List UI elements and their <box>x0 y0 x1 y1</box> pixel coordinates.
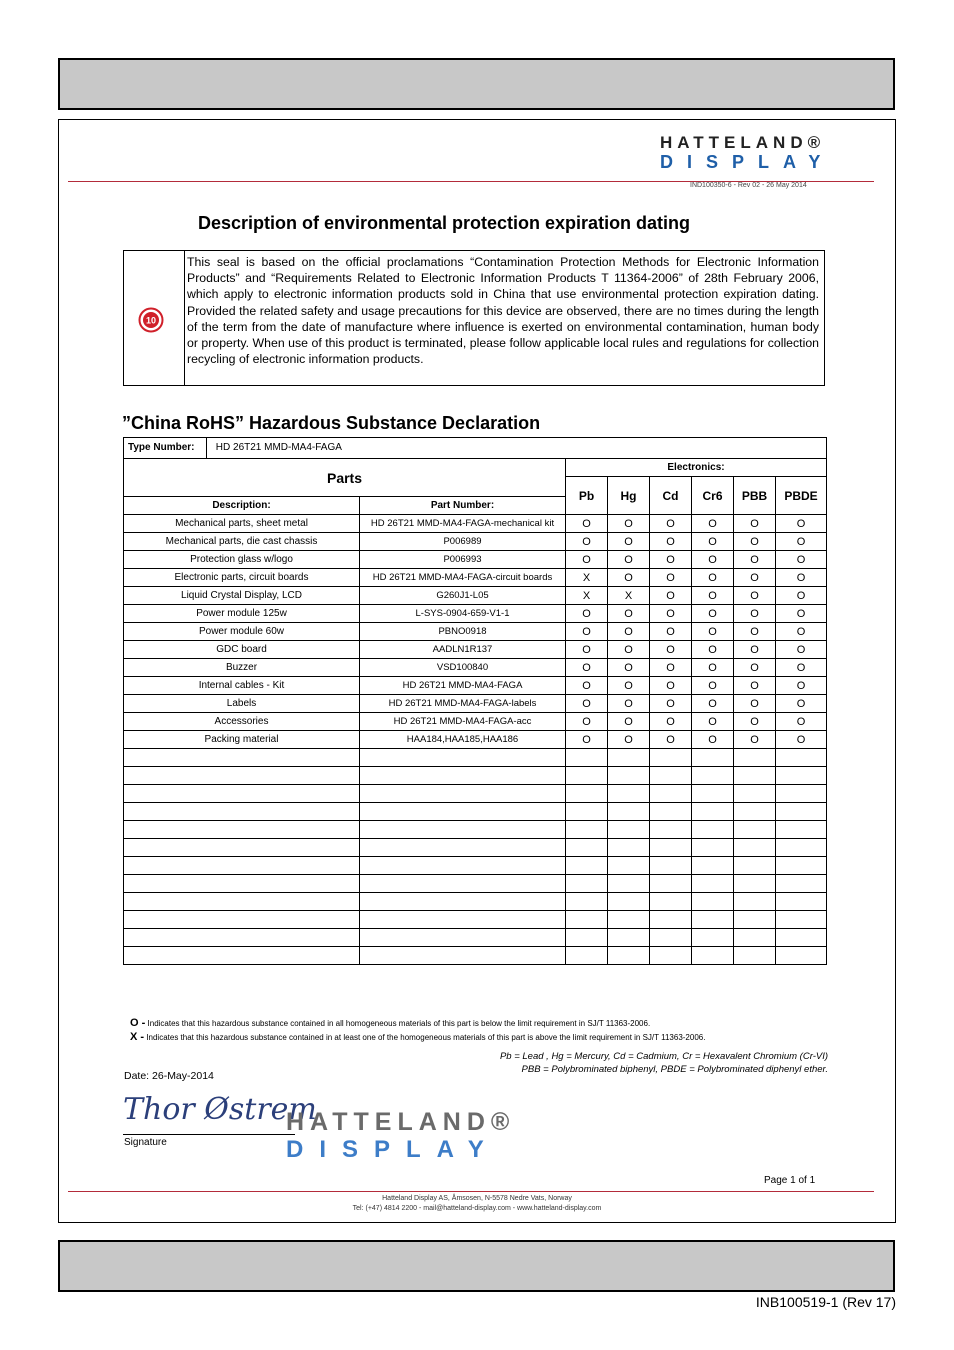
empty-cell <box>566 857 608 875</box>
empty-cell <box>734 821 776 839</box>
part-description: Mechanical parts, die cast chassis <box>124 533 360 551</box>
substance-mark: O <box>566 515 608 533</box>
empty-cell <box>360 929 566 947</box>
substance-mark: O <box>608 695 650 713</box>
part-number: G260J1-L05 <box>360 587 566 605</box>
empty-cell <box>692 947 734 965</box>
empty-cell <box>124 785 360 803</box>
empty-cell <box>360 767 566 785</box>
empty-cell <box>734 893 776 911</box>
part-description: Power module 60w <box>124 623 360 641</box>
empty-cell <box>734 767 776 785</box>
part-description: Mechanical parts, sheet metal <box>124 515 360 533</box>
substance-mark: O <box>650 713 692 731</box>
empty-cell <box>650 803 692 821</box>
part-number: HAA184,HAA185,HAA186 <box>360 731 566 749</box>
empty-table-row <box>124 857 827 875</box>
empty-cell <box>124 749 360 767</box>
empty-table-row <box>124 929 827 947</box>
electronics-header: Electronics: <box>566 459 827 477</box>
substance-mark: O <box>692 659 734 677</box>
hatteland-stamp-top: HATTELAND® <box>286 1108 516 1136</box>
substance-mark: O <box>566 605 608 623</box>
empty-table-row <box>124 893 827 911</box>
substance-mark: O <box>692 641 734 659</box>
empty-cell <box>650 785 692 803</box>
empty-cell <box>608 803 650 821</box>
table-row <box>124 515 827 533</box>
page-number: Page 1 of 1 <box>764 1175 816 1186</box>
substance-mark: O <box>692 605 734 623</box>
table-row <box>124 713 827 731</box>
empty-cell <box>566 803 608 821</box>
part-description: Labels <box>124 695 360 713</box>
substance-mark: O <box>608 551 650 569</box>
substance-mark: O <box>608 623 650 641</box>
part-number: HD 26T21 MMD-MA4-FAGA-circuit boards <box>360 569 566 587</box>
substance-mark: O <box>734 713 776 731</box>
type-number-row <box>124 438 827 459</box>
type-number-label: Type Number: <box>124 438 207 458</box>
part-description: Internal cables - Kit <box>124 677 360 695</box>
empty-cell <box>566 893 608 911</box>
empty-cell <box>734 911 776 929</box>
empty-cell <box>692 857 734 875</box>
substance-mark: O <box>692 533 734 551</box>
legend-o <box>130 1017 650 1029</box>
empty-cell <box>734 929 776 947</box>
table-row <box>124 533 827 551</box>
substance-mark: O <box>776 515 827 533</box>
substance-mark: O <box>734 587 776 605</box>
substance-mark: O <box>776 641 827 659</box>
substance-mark: X <box>566 569 608 587</box>
empty-cell <box>608 839 650 857</box>
empty-cell <box>776 821 827 839</box>
substance-mark: O <box>650 533 692 551</box>
seal-cell <box>124 251 185 385</box>
empty-cell <box>124 839 360 857</box>
empty-cell <box>124 893 360 911</box>
substance-mark: O <box>776 569 827 587</box>
empty-cell <box>692 821 734 839</box>
substance-mark: O <box>692 515 734 533</box>
legend-x-symbol: X - <box>130 1031 145 1043</box>
substance-mark: O <box>776 623 827 641</box>
substance-mark: O <box>734 641 776 659</box>
empty-cell <box>692 785 734 803</box>
substance-mark: X <box>608 587 650 605</box>
empty-cell <box>608 947 650 965</box>
substance-mark: O <box>566 659 608 677</box>
substance-mark: O <box>608 713 650 731</box>
substance-mark: O <box>650 569 692 587</box>
substance-mark: O <box>608 515 650 533</box>
empty-cell <box>360 749 566 767</box>
section-title-rohs: ”China RoHS” Hazardous Substance Declaration <box>122 413 541 433</box>
rohs-10-seal-icon <box>138 307 164 333</box>
empty-table-row <box>124 911 827 929</box>
substance-mark: O <box>692 623 734 641</box>
empty-cell <box>124 947 360 965</box>
substance-mark: O <box>566 623 608 641</box>
empty-cell <box>650 767 692 785</box>
empty-cell <box>650 893 692 911</box>
empty-cell <box>608 893 650 911</box>
empty-cell <box>776 785 827 803</box>
part-number: HD 26T21 MMD-MA4-FAGA <box>360 677 566 695</box>
rohs-declaration-table <box>123 437 827 965</box>
seal-description-text: This seal is based on the official proclamations “Contamination Protection Methods for Electronic Information Products” and “Requirements Related to Electronic Information Products T 11364-2006” of 28th February 2006, which apply to electronic information products sold in China that use environmental protection expiration dating. Provided the related safety and usage precautions for this device are observed, there are no times during the length of the term from the date of manufacture where influence is exerted on environmental contamination, human body or property. When use of this product is terminated, please follow applicable local rules and regulations for collection recycling of electronic information products. <box>187 255 819 367</box>
legend-o-symbol: O - <box>130 1017 146 1029</box>
substance-mark: O <box>608 569 650 587</box>
substance-mark: O <box>692 587 734 605</box>
empty-cell <box>776 929 827 947</box>
empty-cell <box>360 893 566 911</box>
part-description: Liquid Crystal Display, LCD <box>124 587 360 605</box>
empty-cell <box>608 857 650 875</box>
empty-cell <box>608 749 650 767</box>
empty-cell <box>566 839 608 857</box>
part-number: HD 26T21 MMD-MA4-FAGA-mechanical kit <box>360 515 566 533</box>
empty-cell <box>734 803 776 821</box>
empty-cell <box>566 875 608 893</box>
hatteland-logo-bottom: DISPLAY <box>660 152 835 172</box>
substance-mark: O <box>650 641 692 659</box>
abbreviation-line-2: PBB = Polybrominated biphenyl, PBDE = Polybrominated diphenyl ether. <box>521 1064 828 1075</box>
substance-header-cr6: Cr6 <box>692 477 734 515</box>
description-column-header: Description: <box>124 497 360 515</box>
empty-cell <box>776 857 827 875</box>
empty-cell <box>360 803 566 821</box>
empty-cell <box>776 911 827 929</box>
company-address: Hatteland Display AS, Åmsosen, N-5578 Nedre Vats, Norway <box>382 1195 572 1202</box>
substance-mark: O <box>566 533 608 551</box>
empty-cell <box>124 857 360 875</box>
substance-mark: O <box>692 551 734 569</box>
substance-mark: O <box>566 713 608 731</box>
empty-cell <box>608 929 650 947</box>
empty-table-row <box>124 803 827 821</box>
substance-mark: O <box>692 569 734 587</box>
empty-cell <box>692 749 734 767</box>
empty-table-row <box>124 947 827 965</box>
part-number: AADLN1R137 <box>360 641 566 659</box>
empty-cell <box>776 767 827 785</box>
substance-mark: O <box>776 731 827 749</box>
substance-mark: O <box>776 695 827 713</box>
substance-mark: O <box>776 551 827 569</box>
substance-mark: O <box>566 677 608 695</box>
top-header-bar <box>58 58 895 110</box>
legend-x <box>130 1031 705 1043</box>
substance-mark: O <box>734 551 776 569</box>
empty-cell <box>360 821 566 839</box>
seal-number: 10 <box>145 315 157 326</box>
substance-mark: O <box>650 551 692 569</box>
empty-table-row <box>124 749 827 767</box>
substance-mark: O <box>608 533 650 551</box>
empty-cell <box>360 911 566 929</box>
empty-cell <box>360 857 566 875</box>
substance-mark: O <box>608 731 650 749</box>
empty-cell <box>650 947 692 965</box>
empty-cell <box>650 821 692 839</box>
declaration-date: Date: 26-May-2014 <box>124 1070 214 1082</box>
parts-header: Parts <box>124 459 566 497</box>
substance-mark: O <box>650 587 692 605</box>
substance-mark: O <box>650 695 692 713</box>
abbreviation-line-1: Pb = Lead , Hg = Mercury, Cd = Cadmium, Cr = Hexavalent Chromium (Cr-VI) <box>499 1051 828 1062</box>
substance-mark: O <box>734 695 776 713</box>
empty-cell <box>734 875 776 893</box>
empty-cell <box>360 875 566 893</box>
substance-mark: O <box>566 695 608 713</box>
empty-cell <box>776 947 827 965</box>
substance-mark: O <box>734 659 776 677</box>
part-description: GDC board <box>124 641 360 659</box>
substance-mark: O <box>566 641 608 659</box>
part-description: Power module 125w <box>124 605 360 623</box>
part-number: L-SYS-0904-659-V1-1 <box>360 605 566 623</box>
empty-cell <box>776 749 827 767</box>
substance-mark: O <box>776 713 827 731</box>
part-number: VSD100840 <box>360 659 566 677</box>
part-number: P006993 <box>360 551 566 569</box>
table-row <box>124 677 827 695</box>
empty-cell <box>734 839 776 857</box>
substance-mark: O <box>608 605 650 623</box>
hatteland-stamp-bottom: DISPLAY <box>286 1136 500 1163</box>
substance-mark: O <box>650 515 692 533</box>
seal-description-box <box>123 250 825 386</box>
empty-cell <box>650 875 692 893</box>
empty-cell <box>734 749 776 767</box>
empty-cell <box>608 911 650 929</box>
substance-mark: O <box>734 731 776 749</box>
empty-cell <box>360 839 566 857</box>
signature-line <box>123 1134 295 1135</box>
empty-cell <box>734 947 776 965</box>
empty-cell <box>776 875 827 893</box>
empty-cell <box>360 785 566 803</box>
signature-label: Signature <box>124 1137 167 1148</box>
substance-mark: O <box>566 551 608 569</box>
substance-mark: O <box>692 731 734 749</box>
part-number: P006989 <box>360 533 566 551</box>
empty-cell <box>566 947 608 965</box>
hatteland-logo-top: HATTELAND® <box>660 133 826 152</box>
table-row <box>124 659 827 677</box>
empty-cell <box>776 893 827 911</box>
substance-header-pb: Pb <box>566 477 608 515</box>
substance-mark: O <box>650 677 692 695</box>
table-row <box>124 641 827 659</box>
empty-cell <box>566 911 608 929</box>
empty-cell <box>124 767 360 785</box>
footer-divider <box>68 1191 874 1192</box>
part-description: Electronic parts, circuit boards <box>124 569 360 587</box>
company-contact: Tel: (+47) 4814 2200 - mail@hatteland-display.com - www.hatteland-display.com <box>352 1205 602 1212</box>
empty-table-row <box>124 875 827 893</box>
empty-cell <box>566 929 608 947</box>
empty-cell <box>734 857 776 875</box>
substance-mark: O <box>692 713 734 731</box>
part-description: Buzzer <box>124 659 360 677</box>
part-description: Accessories <box>124 713 360 731</box>
part-number-column-header: Part Number: <box>360 497 566 515</box>
empty-cell <box>692 893 734 911</box>
empty-cell <box>650 929 692 947</box>
substance-mark: O <box>692 677 734 695</box>
empty-cell <box>360 947 566 965</box>
substance-mark: O <box>692 695 734 713</box>
substance-mark: O <box>650 731 692 749</box>
section-title-expiration: Description of environmental protection expiration dating <box>198 213 691 233</box>
substance-mark: O <box>566 731 608 749</box>
substance-mark: O <box>734 569 776 587</box>
footer-document-id: INB100519-1 (Rev 17) <box>755 1294 896 1310</box>
empty-cell <box>776 839 827 857</box>
substance-header-hg: Hg <box>608 477 650 515</box>
empty-cell <box>734 785 776 803</box>
table-row <box>124 695 827 713</box>
table-row <box>124 623 827 641</box>
substance-mark: O <box>608 659 650 677</box>
empty-cell <box>692 803 734 821</box>
document-reference: IND100350-6 - Rev 02 - 26 May 2014 <box>690 182 807 189</box>
table-row <box>124 731 827 749</box>
part-number: HD 26T21 MMD-MA4-FAGA-labels <box>360 695 566 713</box>
part-description: Packing material <box>124 731 360 749</box>
empty-cell <box>124 803 360 821</box>
empty-cell <box>124 929 360 947</box>
empty-cell <box>124 821 360 839</box>
substance-mark: X <box>566 587 608 605</box>
substance-mark: O <box>734 677 776 695</box>
substance-mark: O <box>776 533 827 551</box>
empty-cell <box>566 749 608 767</box>
legend-o-text: Indicates that this hazardous substance contained in all homogeneous materials of this part is below the limit requirement in SJ/T 11363-2006. <box>147 1019 651 1028</box>
table-row <box>124 587 827 605</box>
empty-cell <box>692 911 734 929</box>
empty-cell <box>650 911 692 929</box>
empty-cell <box>692 875 734 893</box>
substance-mark: O <box>608 677 650 695</box>
table-row <box>124 569 827 587</box>
empty-cell <box>692 839 734 857</box>
empty-cell <box>608 821 650 839</box>
empty-cell <box>608 785 650 803</box>
substance-header-pbde: PBDE <box>776 477 827 515</box>
empty-cell <box>650 857 692 875</box>
substance-mark: O <box>650 605 692 623</box>
empty-cell <box>692 929 734 947</box>
handwritten-signature: Thor Østrem <box>123 1092 317 1127</box>
empty-cell <box>566 767 608 785</box>
empty-cell <box>124 875 360 893</box>
substance-mark: O <box>776 605 827 623</box>
empty-cell <box>776 803 827 821</box>
substance-mark: O <box>776 677 827 695</box>
bottom-footer-bar <box>58 1240 895 1292</box>
substance-mark: O <box>608 641 650 659</box>
substance-header-pbb: PBB <box>734 477 776 515</box>
empty-cell <box>608 767 650 785</box>
substance-mark: O <box>650 623 692 641</box>
table-row <box>124 551 827 569</box>
substance-mark: O <box>650 659 692 677</box>
empty-table-row <box>124 785 827 803</box>
empty-cell <box>566 785 608 803</box>
substance-mark: O <box>776 659 827 677</box>
table-row <box>124 605 827 623</box>
substance-mark: O <box>776 587 827 605</box>
empty-cell <box>566 821 608 839</box>
legend-x-text: Indicates that this hazardous substance contained in at least one of the homogeneous materials of this part is above the limit requirement in SJ/T 11363-2006. <box>146 1033 706 1042</box>
substance-mark: O <box>734 623 776 641</box>
type-number-value: HD 26T21 MMD-MA4-FAGA <box>215 442 342 453</box>
empty-table-row <box>124 839 827 857</box>
empty-table-row <box>124 821 827 839</box>
part-number: HD 26T21 MMD-MA4-FAGA-acc <box>360 713 566 731</box>
part-number: PBNO0918 <box>360 623 566 641</box>
empty-table-row <box>124 767 827 785</box>
empty-cell <box>650 839 692 857</box>
substance-mark: O <box>734 515 776 533</box>
substance-header-cd: Cd <box>650 477 692 515</box>
part-description: Protection glass w/logo <box>124 551 360 569</box>
substance-mark: O <box>734 533 776 551</box>
substance-mark: O <box>734 605 776 623</box>
empty-cell <box>692 767 734 785</box>
empty-cell <box>650 749 692 767</box>
empty-cell <box>124 911 360 929</box>
empty-cell <box>608 875 650 893</box>
